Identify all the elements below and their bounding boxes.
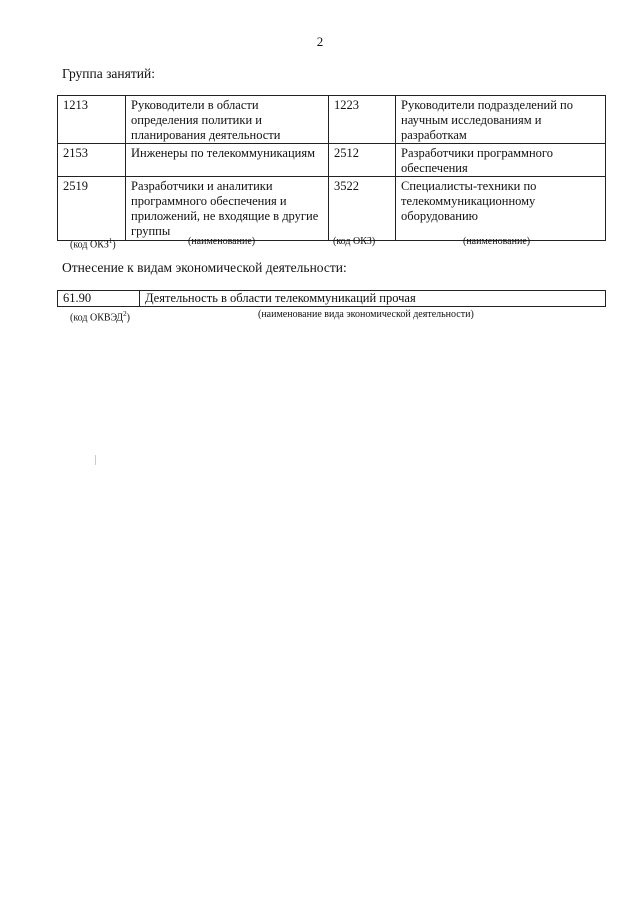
table-row [58,96,606,144]
okved-code-cell: 61.90 [58,291,140,307]
economic-activity-table [57,290,606,307]
caption-okz-code: (код ОКЗ$^1$) [70,237,116,251]
caption-okz-name-2: (наименование) [463,236,531,247]
okz-code-cell: 1223 [329,96,396,144]
table-row [58,291,606,307]
table-row [58,177,606,241]
caption-okz-code-2: (код ОКЗ) [333,236,376,247]
okz-code-cell: 1213 [58,96,126,144]
table-row [58,144,606,177]
okved-name-cell: Деятельность в области телекоммуникаций прочая [140,291,606,307]
okz-name-cell: Специалисты-техники по телекоммуникационному оборудованию [396,177,606,241]
caption-okz-name: (наименование) [188,236,256,247]
okz-name-cell: Разработчики программного обеспечения [396,144,606,177]
okz-code-cell: 2519 [58,177,126,241]
okz-code-cell: 2153 [58,144,126,177]
scan-speck [95,455,96,465]
okz-name-cell: Руководители подразделений по научным исследованиям и разработкам [396,96,606,144]
occupation-table [57,95,606,241]
occupation-group-title: Группа занятий: [62,66,155,81]
okz-name-cell: Руководители в области определения политики и планирования деятельности [126,96,329,144]
caption-okved-name: (наименование вида экономической деятельности) [258,309,474,320]
economic-activity-title: Отнесение к видам экономической деятельности: [62,260,347,275]
caption-okved-code: (код ОКВЭД$^2$) [70,310,130,324]
page-number: 2 [316,34,324,49]
okz-name-cell: Разработчики и аналитики программного обеспечения и приложений, не входящие в другие группы [126,177,329,241]
okz-code-cell: 2512 [329,144,396,177]
okz-code-cell: 3522 [329,177,396,241]
okz-name-cell: Инженеры по телекоммуникациям [126,144,329,177]
